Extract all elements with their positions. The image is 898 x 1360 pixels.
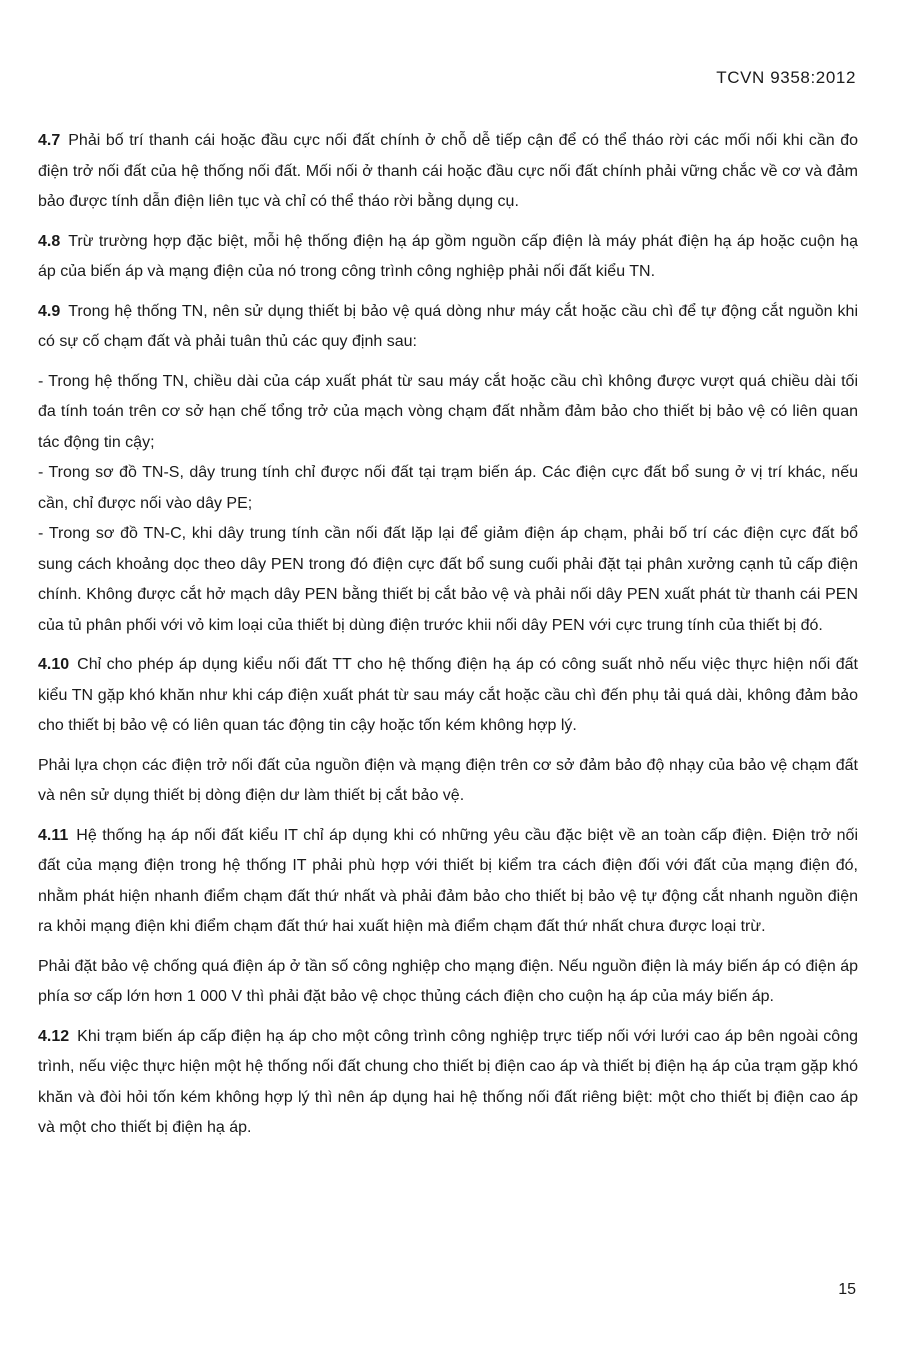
clause-text: Chỉ cho phép áp dụng kiểu nối đất TT cho hệ thống điện hạ áp có công suất nhỏ nếu việc thực hiện nối đất kiểu TN gặp khó khăn như khi cáp điện xuất phát từ sau máy cắt hoặc cầu chì đến phụ tải quá dài, không đảm bảo cho thiết bị bảo vệ có liên quan tác động tin cậy hoặc tốn kém không hợp lý. — [38, 656, 858, 734]
clause-4-7 — [38, 126, 858, 218]
clause-text: Trong hệ thống TN, nên sử dụng thiết bị bảo vệ quá dòng như máy cắt hoặc cầu chì để tự động cắt nguồn khi có sự cố chạm đất và phải tuân thủ các quy định sau: — [38, 302, 858, 350]
clause-4-9 — [38, 297, 858, 358]
clause-text: Khi trạm biến áp cấp điện hạ áp cho một công trình công nghiệp trực tiếp nối với lưới cao áp bên ngoài công trình, nếu việc thực hiện một hệ thống nối đất chung cho thiết bị điện cao áp và thiết bị điện hạ áp của trạm gặp khó khăn và đòi hỏi tốn kém không hợp lý thì nên áp dụng hai hệ thống nối đất riêng biệt: một cho thiết bị điện cao áp và một cho thiết bị điện hạ áp. — [38, 1027, 858, 1136]
clause-number: 4.7 — [38, 132, 61, 149]
clause-text: Phải bố trí thanh cái hoặc đầu cực nối đất chính ở chỗ dễ tiếp cận để có thể tháo rời các mối nối khi cần đo điện trở nối đất của hệ thống nối đất. Mối nối ở thanh cái hoặc đầu cực nối đất chính phải vững chắc về cơ và đảm bảo được tính dẫn điện liên tục và chỉ có thể tháo rời bằng dụng cụ. — [38, 132, 858, 210]
clause-paragraph: Phải đặt bảo vệ chống quá điện áp ở tần số công nghiệp cho mạng điện. Nếu nguồn điện là máy biến áp có điện áp phía sơ cấp lớn hơn 1 000 V thì phải đặt bảo vệ chọc thủng cách điện cho cuộn hạ áp của máy biến áp. — [38, 957, 858, 1005]
document-body — [38, 126, 858, 1153]
list-item: - Trong sơ đồ TN-S, dây trung tính chỉ được nối đất tại trạm biến áp. Các điện cực đất bổ sung ở vị trí khác, nếu cần, chỉ được nối vào dây PE; — [38, 464, 858, 512]
clause-number: 4.9 — [38, 302, 61, 320]
clause-number: 4.10 — [38, 656, 70, 673]
clause-4-12 — [38, 1022, 858, 1144]
clause-4-10 — [38, 650, 858, 742]
standard-code: TCVN 9358:2012 — [716, 68, 856, 87]
clause-text: Hệ thống hạ áp nối đất kiểu IT chỉ áp dụng khi có những yêu cầu đặc biệt về an toàn cấp điện. Điện trở nối đất của mạng điện trong hệ thống IT phải phù hợp với thiết bị kiểm tra cách điện đối với đất của mạng điện đó, nhằm phát hiện nhanh điểm chạm đất thứ nhất và phải đảm bảo cho thiết bị bảo vệ tự động cắt nhanh nguồn điện ra khỏi mạng điện khi điểm chạm đất thứ hai xuất hiện mà điểm chạm đất thứ nhất chưa được loại trừ. — [38, 826, 858, 935]
list-item: - Trong hệ thống TN, chiều dài của cáp xuất phát từ sau máy cắt hoặc cầu chì không được vượt quá chiều dài tối đa tính toán trên cơ sở hạn chế tổng trở của mạch vòng chạm đất nhằm đảm bảo cho thiết bị bảo vệ có liên quan tác động tin cậy; — [38, 372, 858, 451]
page-number: 15 — [838, 1281, 856, 1298]
clause-paragraph: Phải lựa chọn các điện trở nối đất của nguồn điện và mạng điện trên cơ sở đảm bảo độ nhạy của bảo vệ chạm đất và nên sử dụng thiết bị dòng điện dư làm thiết bị cắt bảo vệ. — [38, 756, 858, 804]
clause-4-8 — [38, 227, 858, 288]
clause-number: 4.11 — [38, 826, 69, 844]
clause-text: Trừ trường hợp đặc biệt, mỗi hệ thống điện hạ áp gồm nguồn cấp điện là máy phát điện hạ áp hoặc cuộn hạ áp của biến áp và mạng điện của nó trong công trình công nghiệp phải nối đất kiểu TN. — [38, 232, 858, 280]
clause-number: 4.12 — [38, 1027, 70, 1045]
clause-number: 4.8 — [38, 232, 61, 250]
clause-4-11 — [38, 821, 858, 943]
list-item: - Trong sơ đồ TN-C, khi dây trung tính cần nối đất lặp lại để giảm điện áp chạm, phải bố trí các điện cực đất bổ sung cách khoảng dọc theo dây PEN trong đó điện cực đất bổ sung cuối phải đặt tại phân xưởng cạnh tủ cấp điện chính. Không được cắt hở mạch dây PEN bằng thiết bị cắt bảo vệ và phải nối dây PEN xuất phát từ thanh cái PEN của tủ phân phối với vỏ kim loại của thiết bị dùng điện trước khii nối dây PEN với cực trung tính của thiết bị đó. — [38, 525, 858, 634]
